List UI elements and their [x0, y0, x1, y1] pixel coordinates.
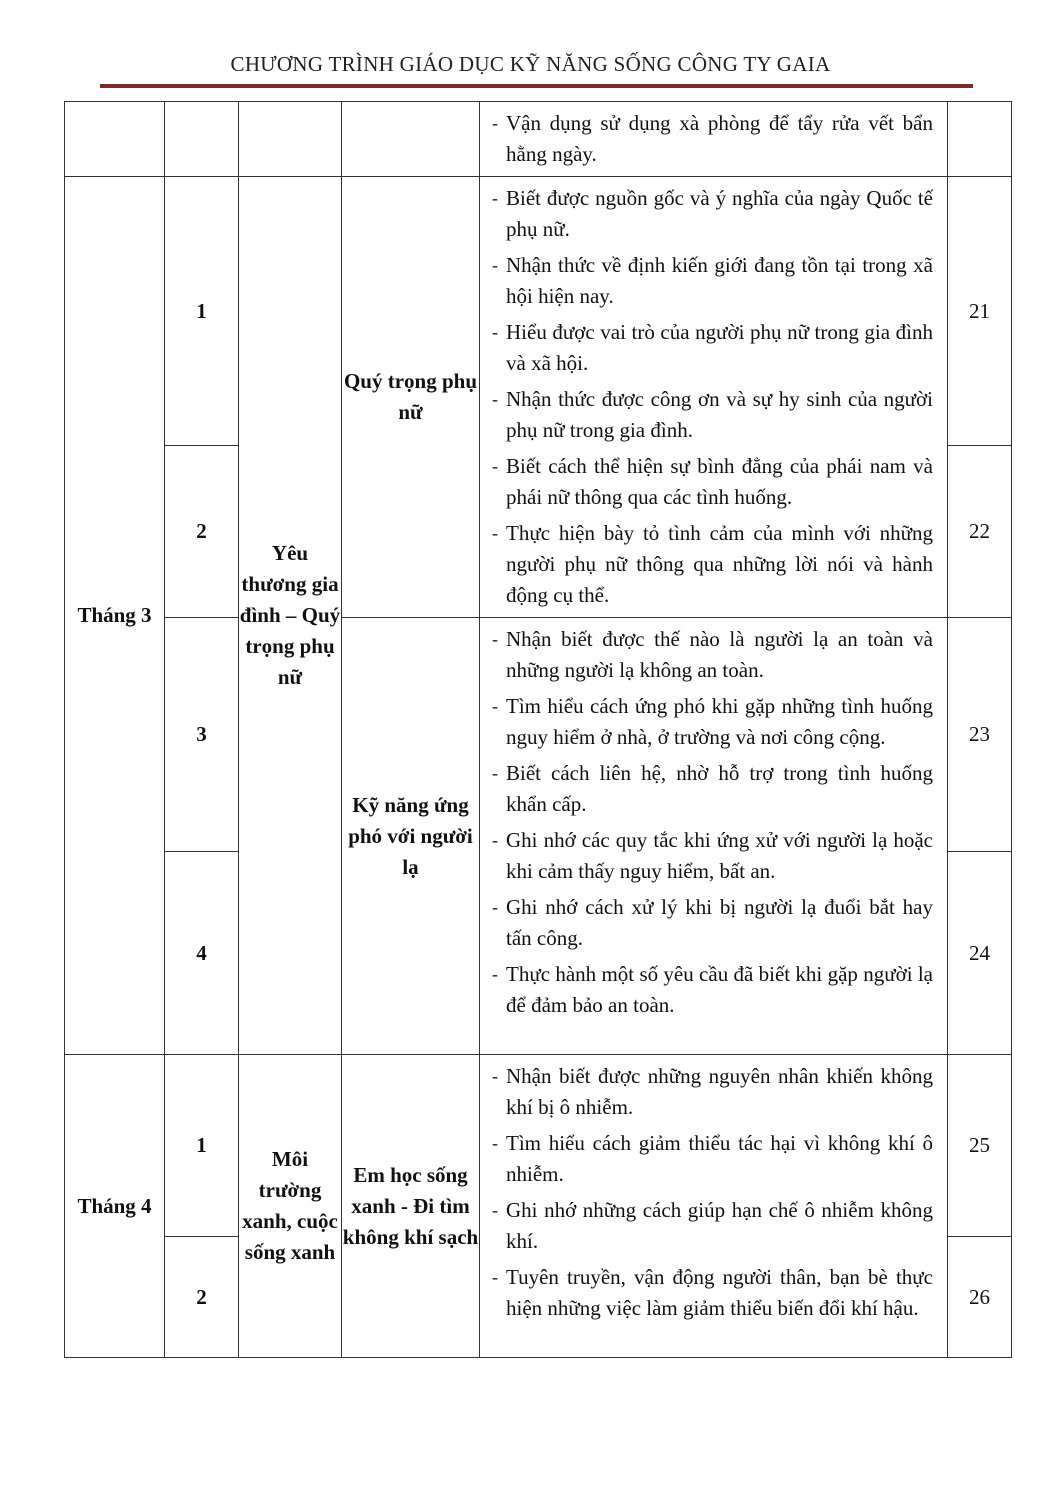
goal-item: - Ghi nhớ cách xử lý khi bị người lạ đuổi bắt hay tấn công.: [492, 892, 933, 954]
goal-item: - Hiểu được vai trò của người phụ nữ trong gia đình và xã hội.: [492, 317, 933, 379]
topic-label: Kỹ năng ứng phó với người lạ: [348, 792, 473, 879]
week-number-cell: 2: [165, 446, 239, 618]
week-number-cell: 1: [165, 1055, 239, 1237]
topic-label: Em học sống xanh - Đi tìm không khí sạch: [342, 1162, 479, 1249]
goal-item: - Biết được nguồn gốc và ý nghĩa của ngày Quốc tế phụ nữ.: [492, 183, 933, 245]
lesson-number-cell: 22: [948, 446, 1012, 618]
month-label-cell: [65, 1055, 165, 1358]
lesson-number-cell: 21: [948, 177, 1012, 446]
empty-theme-cell: [239, 102, 342, 177]
theme-label: Môi trường xanh, cuộc sống xanh: [242, 1147, 338, 1264]
goal-item: - Ghi nhớ những cách giúp hạn chế ô nhiễm không khí.: [492, 1195, 933, 1257]
topic-cell: [342, 1055, 480, 1358]
theme-label: Yêu thương gia đình – Quý trọng phụ nữ: [239, 541, 341, 689]
empty-topic-cell: [342, 102, 480, 177]
goal-item: - Nhận biết được những nguyên nhân khiến không khí bị ô nhiễm.: [492, 1061, 933, 1123]
week-number-cell: 4: [165, 852, 239, 1055]
goal-item: - Ghi nhớ các quy tắc khi ứng xử với người lạ hoặc khi cảm thấy nguy hiểm, bất an.: [492, 825, 933, 887]
table-row-carryover: [65, 102, 1012, 177]
topic-cell: [342, 618, 480, 1055]
table-row: [65, 177, 1012, 446]
theme-cell: [239, 177, 342, 1055]
empty-week-cell: [165, 102, 239, 177]
goal-item: - Biết cách liên hệ, nhờ hỗ trợ trong tình huống khẩn cấp.: [492, 758, 933, 820]
week-number-cell: 1: [165, 177, 239, 446]
goals-cell: [480, 177, 948, 618]
goal-item: - Nhận biết được thế nào là người lạ an toàn và những người lạ không an toàn.: [492, 624, 933, 686]
month-label: Tháng 4: [77, 1193, 152, 1218]
goal-item: - Tuyên truyền, vận động người thân, bạn bè thực hiện những việc làm giảm thiểu biến đổi khí hậu.: [492, 1262, 933, 1324]
goal-item: - Nhận thức được công ơn và sự hy sinh của người phụ nữ trong gia đình.: [492, 384, 933, 446]
goals-cell: [480, 1055, 948, 1358]
topic-cell: [342, 177, 480, 618]
empty-month-cell: [65, 102, 165, 177]
carryover-goals-cell: [480, 102, 948, 177]
theme-cell: [239, 1055, 342, 1358]
month-label-cell: [65, 177, 165, 1055]
lesson-number-cell: 26: [948, 1237, 1012, 1358]
goal-item: - Thực hành một số yêu cầu đã biết khi gặp người lạ để đảm bảo an toàn.: [492, 959, 933, 1021]
lesson-number-cell: 24: [948, 852, 1012, 1055]
month-label: Tháng 3: [77, 603, 152, 627]
week-number-cell: 2: [165, 1237, 239, 1358]
empty-lesson-cell: [948, 102, 1012, 177]
week-number-cell: 3: [165, 618, 239, 852]
table-row: [65, 618, 1012, 852]
goals-cell: [480, 618, 948, 1055]
table-row: [65, 1055, 1012, 1237]
goal-item: - Vận dụng sử dụng xà phòng để tẩy rửa vết bẩn hằng ngày.: [492, 108, 933, 170]
curriculum-table: [64, 101, 1012, 1358]
page-header-title: CHƯƠNG TRÌNH GIÁO DỤC KỸ NĂNG SỐNG CÔNG TY GAIA: [230, 52, 831, 76]
header-divider: [100, 84, 973, 88]
goal-item: - Thực hiện bày tỏ tình cảm của mình với những người phụ nữ thông qua những lời nói và hành động cụ thể.: [492, 518, 933, 611]
goal-item: - Biết cách thể hiện sự bình đẳng của phái nam và phái nữ thông qua các tình huống.: [492, 451, 933, 513]
goal-item: - Tìm hiểu cách giảm thiểu tác hại vì không khí ô nhiễm.: [492, 1128, 933, 1190]
topic-label: Quý trọng phụ nữ: [343, 369, 478, 424]
lesson-number-cell: 23: [948, 618, 1012, 852]
goal-item: - Tìm hiểu cách ứng phó khi gặp những tình huống nguy hiểm ở nhà, ở trường và nơi công cộng.: [492, 691, 933, 753]
goal-item: - Nhận thức về định kiến giới đang tồn tại trong xã hội hiện nay.: [492, 250, 933, 312]
lesson-number-cell: 25: [948, 1055, 1012, 1237]
